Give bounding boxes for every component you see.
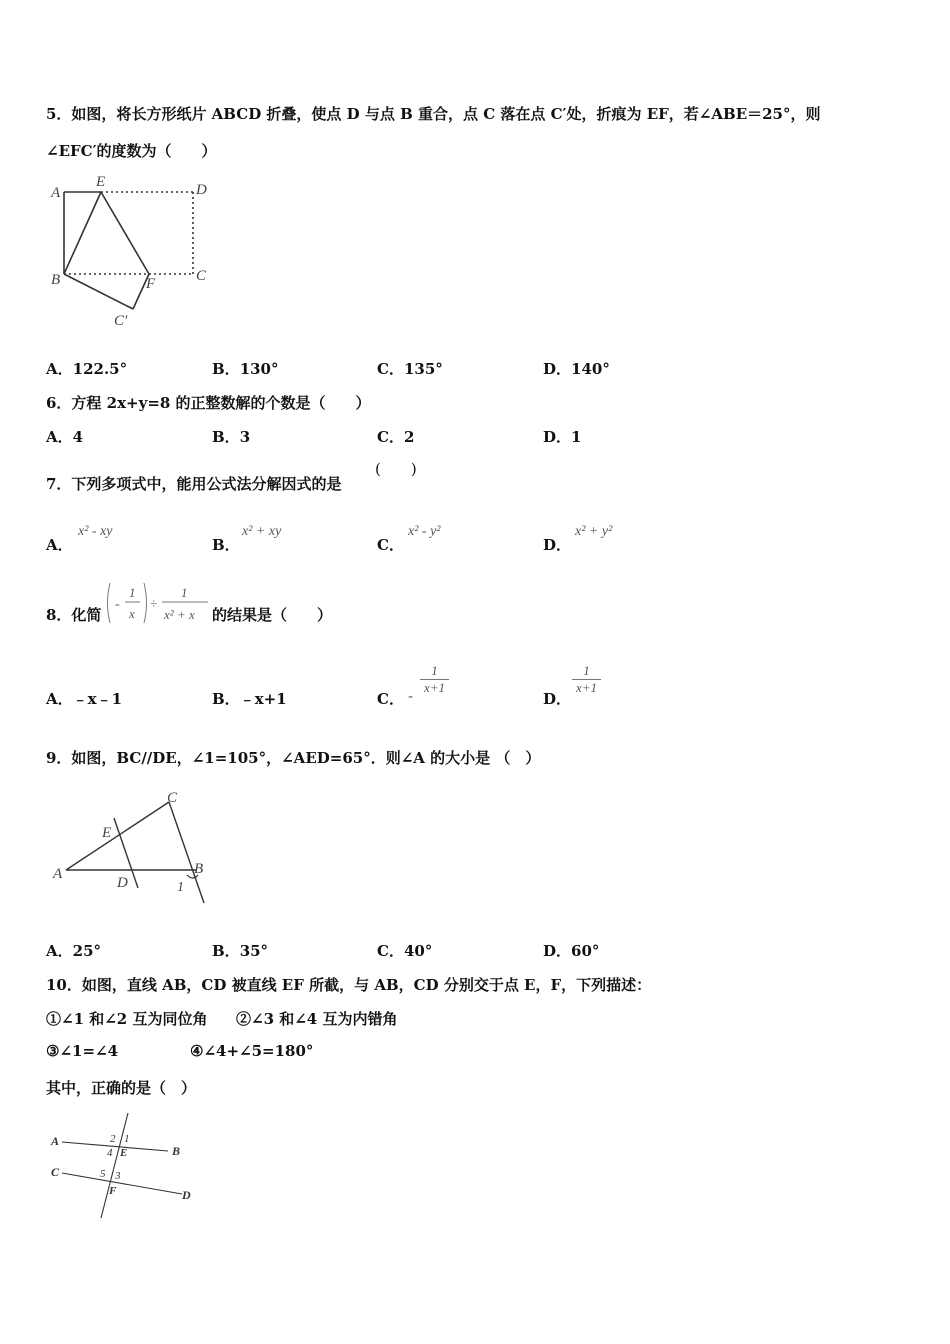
q8-option-c-frac: $\frac{1}{x+1}$	[420, 663, 449, 696]
q10-label-3: 3	[115, 1170, 121, 1182]
q8-option-d: D．	[543, 690, 572, 708]
q5-option-c: C．135°	[377, 360, 443, 378]
q8-option-c: C．	[377, 690, 404, 708]
q9-option-a: A．25°	[46, 942, 102, 960]
q9-option-c: C．40°	[377, 942, 433, 960]
q10-line-cd	[62, 1173, 182, 1194]
q5-option-b: B．130°	[212, 360, 279, 378]
q6-option-d: D．1	[543, 428, 582, 446]
q9-stem: 9．如图，BC//DE，∠1=105°，∠AED=65°．则∠A 的大小是 （ ）	[46, 749, 541, 767]
q10-label-e: E	[120, 1147, 128, 1159]
q8-expression	[104, 580, 212, 626]
q7-stem: 7．下列多项式中，能用公式法分解因式的是	[46, 475, 342, 493]
q9-option-b: B．35°	[212, 942, 269, 960]
q10-line-ef	[101, 1113, 128, 1218]
q5-stem-line1: 5．如图，将长方形纸片 ABCD 折叠，使点 D 与点 B 重合，点 C 落在点 C′处，折痕为 EF，若∠ABE＝25°，则	[46, 105, 821, 123]
q10-label-4: 4	[107, 1147, 113, 1159]
q7-option-c: C．	[377, 536, 404, 554]
q9-option-d: D．60°	[543, 942, 600, 960]
q5-stem-line2: ∠EFC′的度数为（ ）	[46, 142, 217, 160]
q8-frac1-den: x	[129, 606, 135, 621]
q6-option-a: A．4	[46, 428, 84, 446]
q6-option-c: C．2	[377, 428, 415, 446]
q8-frac2-den: x² + x	[164, 607, 195, 622]
q10-statement-2: ②∠3 和∠4 互为内错角	[236, 1010, 398, 1028]
q8-neg-sign: -	[115, 597, 120, 612]
q10-label-1: 1	[124, 1133, 130, 1145]
q8-right-paren	[144, 583, 147, 623]
q10-label-c: C	[51, 1165, 60, 1179]
q10-stem: 10．如图，直线 AB，CD 被直线 EF 所截，与 AB，CD 分别交于点 E，F，下列描述：	[46, 976, 652, 994]
q5-label-d: D	[196, 182, 207, 198]
q10-label-5: 5	[100, 1168, 106, 1180]
q5-option-d: D．140°	[543, 360, 610, 378]
q7-option-d: D．	[543, 536, 572, 554]
q8-divide-sign: ÷	[150, 596, 158, 611]
q6-stem: 6．方程 2x+y=8 的正整数解的个数是（ ）	[46, 394, 371, 412]
q10-statement-3: ③∠1=∠4	[46, 1042, 119, 1060]
q7-answer-paren: ( )	[375, 460, 417, 478]
q5-figure	[46, 172, 226, 332]
q7-option-b: B．	[212, 536, 240, 554]
q5-segment-ef	[101, 192, 149, 274]
q10-label-d: D	[182, 1188, 191, 1202]
q5-label-b: B	[51, 272, 61, 288]
q9-label-c: C	[167, 790, 178, 806]
q9-figure	[46, 785, 216, 910]
q8-suffix: 的结果是（ ）	[212, 606, 333, 624]
q8-option-c-neg: -	[408, 687, 414, 705]
q9-label-a: A	[53, 866, 63, 882]
q5-label-f: F	[146, 276, 156, 292]
q7-option-a-expr: x² - xy	[78, 524, 113, 539]
q10-label-2: 2	[110, 1133, 116, 1145]
q9-label-d: D	[117, 875, 128, 891]
q7-option-b-expr: x² + xy	[242, 524, 282, 539]
q9-segment-ac	[66, 802, 169, 870]
q6-option-b: B．3	[212, 428, 251, 446]
q10-label-f: F	[109, 1185, 117, 1197]
q5-label-a: A	[51, 185, 61, 201]
q7-option-c-expr: x² - y²	[408, 524, 441, 539]
q10-statement-1: ①∠1 和∠2 互为同位角	[46, 1010, 208, 1028]
q8-option-a: A．﹣x﹣1	[46, 690, 123, 708]
q5-segment-bc-prime	[64, 274, 133, 309]
q5-segment-eb	[64, 192, 101, 274]
q10-figure	[46, 1108, 206, 1223]
q9-label-b: B	[194, 861, 204, 877]
q10-question: 其中，正确的是（ ）	[46, 1079, 197, 1097]
q5-label-c: C	[196, 268, 207, 284]
q8-prefix: 8．化简	[46, 606, 102, 624]
q8-frac2-num: 1	[181, 585, 188, 600]
q10-label-b: B	[172, 1144, 181, 1158]
q8-frac1-num: 1	[129, 585, 136, 600]
q10-label-a: A	[51, 1134, 60, 1148]
q7-option-d-expr: x² + y²	[575, 524, 613, 539]
q5-option-a: A．122.5°	[46, 360, 128, 378]
q7-option-a: A．	[46, 536, 73, 554]
q8-option-b: B．﹣x+1	[212, 690, 287, 708]
q9-label-e: E	[102, 825, 112, 841]
q9-line-cb	[169, 802, 204, 903]
q8-option-d-frac: $\frac{1}{x+1}$	[572, 663, 601, 696]
q8-left-paren	[108, 583, 111, 623]
q5-label-e: E	[96, 174, 106, 190]
q5-label-c-prime: C′	[114, 313, 128, 329]
q9-label-1: 1	[177, 880, 184, 895]
q10-statement-4: ④∠4+∠5=180°	[190, 1042, 314, 1060]
